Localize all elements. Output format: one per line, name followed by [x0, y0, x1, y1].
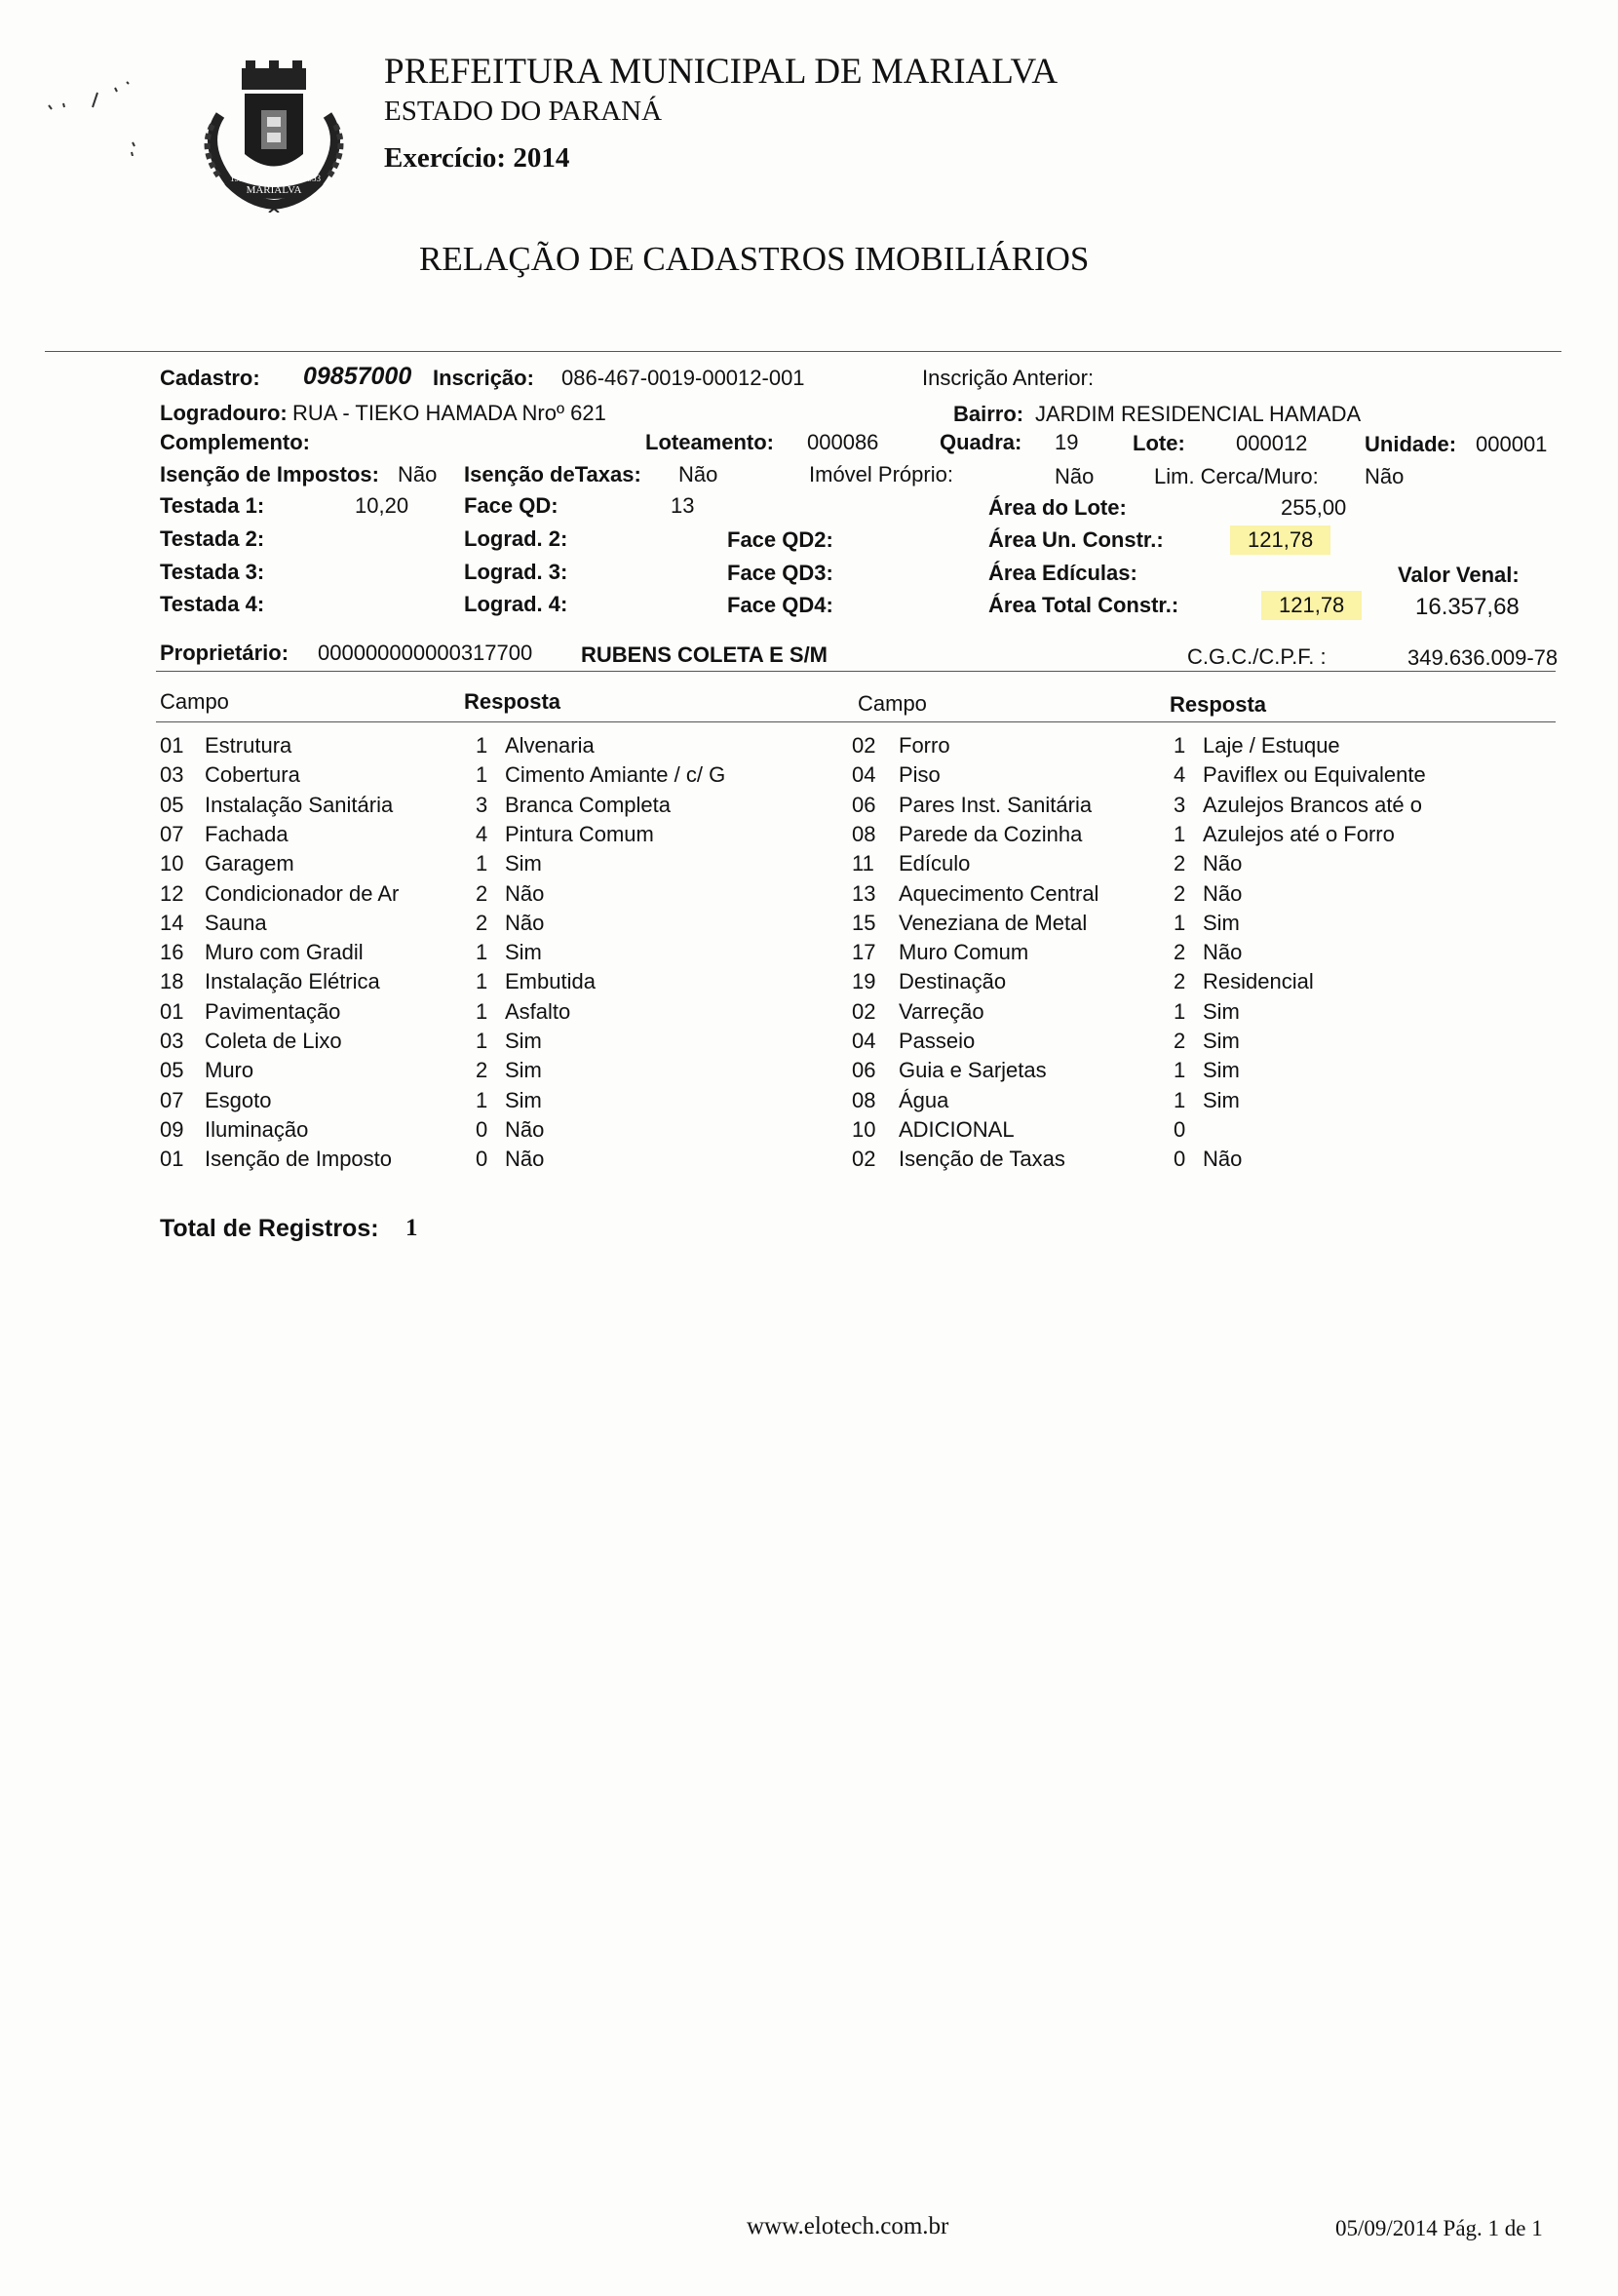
cpf-value: 349.636.009-78: [1407, 645, 1559, 670]
testada1-label: Testada 1:: [160, 493, 265, 518]
resposta-code-2: 1: [1174, 911, 1186, 935]
resposta-text-2: Paviflex ou Equivalente: [1203, 762, 1426, 787]
lograd2-label: Lograd. 2:: [464, 526, 568, 551]
resposta-text-1: Embutida: [505, 969, 596, 993]
inscricao-label: Inscrição:: [433, 366, 534, 390]
campo-code-2: 02: [852, 1147, 876, 1171]
resposta-code-2: 2: [1174, 881, 1186, 906]
campo-name-2: Destinação: [899, 969, 1007, 993]
resposta-code-1: 4: [476, 822, 488, 846]
resposta-text-1: Sim: [505, 1088, 542, 1112]
campo-name-1: Cobertura: [205, 762, 300, 787]
campo-name-1: Coleta de Lixo: [205, 1029, 342, 1053]
municipality-title: PREFEITURA MUNICIPAL DE MARIALVA: [384, 52, 1059, 92]
campo-code-1: 01: [160, 1147, 184, 1171]
resposta-code-1: 1: [476, 940, 488, 964]
loteamento-value: 000086: [807, 430, 879, 454]
resposta-code-1: 0: [476, 1117, 488, 1142]
resposta-text-1: Não: [505, 881, 545, 906]
campo-name-1: Iluminação: [205, 1117, 309, 1142]
resposta-text-1: Sim: [505, 940, 542, 964]
resposta-text-1: Pintura Comum: [505, 822, 654, 846]
header-divider: [45, 351, 1561, 352]
resposta-code-2: 2: [1174, 1029, 1186, 1053]
resposta-code-1: 1: [476, 969, 488, 993]
testada4-label: Testada 4:: [160, 592, 265, 616]
campo-code-2: 11: [852, 851, 874, 876]
campo-name-2: ADICIONAL: [899, 1117, 1015, 1142]
exercise-year: Exercício: 2014: [384, 142, 570, 174]
campo-code-1: 07: [160, 1088, 184, 1112]
lim-cerca-value: Não: [1365, 464, 1405, 488]
table-row: [0, 793, 1618, 822]
campo-code-2: 17: [852, 940, 876, 964]
unidade-label: Unidade:: [1365, 432, 1457, 456]
bairro-value: JARDIM RESIDENCIAL HAMADA: [1035, 402, 1362, 426]
resposta-code-1: 1: [476, 1088, 488, 1112]
cadastro-label: Cadastro:: [160, 366, 260, 390]
resposta-code-2: 1: [1174, 999, 1186, 1024]
campo-name-2: Varreção: [899, 999, 984, 1024]
campo-code-2: 08: [852, 1088, 876, 1112]
campo-name-2: Pares Inst. Sanitária: [899, 793, 1093, 817]
table-row: [0, 762, 1618, 792]
campo-code-1: 10: [160, 851, 184, 876]
campo-name-2: Passeio: [899, 1029, 976, 1053]
table-row: [0, 1147, 1618, 1176]
campo-name-2: Parede da Cozinha: [899, 822, 1083, 846]
campo-name-1: Estrutura: [205, 733, 292, 758]
total-registros-value: 1: [405, 1215, 418, 1241]
campo-name-2: Forro: [899, 733, 950, 758]
stray-pen-marks: [39, 68, 166, 156]
table-header-resposta-2: Resposta: [1170, 692, 1267, 717]
resposta-code-1: 0: [476, 1147, 488, 1171]
isencao-impostos-label: Isenção de Impostos:: [160, 462, 379, 486]
resposta-code-2: 1: [1174, 822, 1186, 846]
campo-name-2: Guia e Sarjetas: [899, 1058, 1047, 1082]
owner-divider: [156, 671, 1556, 672]
table-row: [0, 911, 1618, 940]
resposta-code-2: 0: [1174, 1117, 1186, 1142]
valor-venal-value: 16.357,68: [1415, 594, 1520, 620]
proprietario-label: Proprietário:: [160, 641, 289, 665]
table-row: [0, 822, 1618, 851]
campo-name-1: Esgoto: [205, 1088, 272, 1112]
resposta-text-2: Sim: [1203, 1029, 1240, 1053]
inscricao-anterior-label: Inscrição Anterior:: [922, 366, 1095, 390]
table-row: [0, 940, 1618, 969]
campo-code-2: 04: [852, 1029, 876, 1053]
resposta-text-2: Sim: [1203, 999, 1240, 1024]
table-row: [0, 1117, 1618, 1147]
campo-code-2: 06: [852, 1058, 876, 1082]
campo-name-2: Piso: [899, 762, 941, 787]
face-qd-label: Face QD:: [464, 493, 559, 518]
resposta-code-1: 3: [476, 793, 488, 817]
table-row: [0, 1058, 1618, 1087]
campo-code-1: 01: [160, 999, 184, 1024]
area-total-constr-value: 121,78: [1261, 591, 1362, 620]
testada3-label: Testada 3:: [160, 560, 265, 584]
resposta-code-1: 2: [476, 911, 488, 935]
resposta-text-1: Alvenaria: [505, 733, 595, 758]
resposta-text-1: Cimento Amiante / c/ G: [505, 762, 726, 787]
campo-name-1: Instalação Sanitária: [205, 793, 394, 817]
resposta-text-2: Sim: [1203, 1058, 1240, 1082]
resposta-code-1: 2: [476, 1058, 488, 1082]
resposta-code-2: 3: [1174, 793, 1186, 817]
resposta-code-1: 1: [476, 1029, 488, 1053]
campo-code-2: 06: [852, 793, 876, 817]
resposta-text-2: Laje / Estuque: [1203, 733, 1340, 758]
table-row: [0, 733, 1618, 762]
table-header-campo-2: Campo: [858, 691, 927, 716]
campo-code-2: 19: [852, 969, 876, 993]
face-qd2-label: Face QD2:: [727, 527, 833, 552]
face-qd4-label: Face QD4:: [727, 593, 833, 617]
resposta-code-2: 2: [1174, 940, 1186, 964]
resposta-code-2: 1: [1174, 1088, 1186, 1112]
resposta-text-1: Não: [505, 911, 545, 935]
resposta-text-2: Não: [1203, 1147, 1243, 1171]
footer-website: www.elotech.com.br: [747, 2213, 949, 2239]
resposta-text-2: Azulejos Brancos até o: [1203, 793, 1423, 817]
resposta-code-1: 1: [476, 851, 488, 876]
campo-name-1: Fachada: [205, 822, 289, 846]
lim-cerca-label: Lim. Cerca/Muro:: [1154, 464, 1319, 488]
campo-name-1: Muro: [205, 1058, 254, 1082]
campo-name-1: Instalação Elétrica: [205, 969, 380, 993]
loteamento-label: Loteamento:: [645, 430, 774, 454]
valor-venal-label: Valor Venal:: [1398, 563, 1520, 587]
campo-code-1: 14: [160, 911, 184, 935]
state-subtitle: ESTADO DO PARANÁ: [384, 96, 663, 127]
campo-name-2: Aquecimento Central: [899, 881, 1099, 906]
inscricao-value: 086-467-0019-00012-001: [561, 366, 805, 390]
testada2-label: Testada 2:: [160, 526, 265, 551]
table-header-campo-1: Campo: [160, 689, 229, 714]
area-un-constr-label: Área Un. Constr.:: [988, 527, 1164, 552]
resposta-text-1: Não: [505, 1117, 545, 1142]
campo-code-2: 04: [852, 762, 876, 787]
campo-name-1: Isenção de Imposto: [205, 1147, 393, 1171]
resposta-text-2: Sim: [1203, 911, 1240, 935]
campo-code-2: 02: [852, 999, 876, 1024]
campo-code-1: 03: [160, 1029, 184, 1053]
area-ediculas-label: Área Edículas:: [988, 561, 1137, 585]
lote-label: Lote:: [1133, 431, 1185, 455]
campo-code-2: 02: [852, 733, 876, 758]
resposta-code-2: 2: [1174, 851, 1186, 876]
municipal-crest-logo: [191, 57, 357, 213]
isencao-impostos-value: Não: [398, 462, 438, 486]
resposta-text-2: Não: [1203, 881, 1243, 906]
isencao-taxas-label: Isenção deTaxas:: [464, 462, 641, 486]
table-header-resposta-1: Resposta: [464, 689, 561, 714]
campo-name-2: Edículo: [899, 851, 971, 876]
campo-code-1: 18: [160, 969, 184, 993]
crest-year-left: 1951: [230, 174, 248, 183]
table-row: [0, 1088, 1618, 1117]
resposta-code-1: 1: [476, 733, 488, 758]
proprietario-code: 000000000000317700: [318, 641, 533, 665]
face-qd-value: 13: [671, 493, 695, 518]
testada1-value: 10,20: [355, 493, 409, 518]
resposta-text-2: Sim: [1203, 1088, 1240, 1112]
campo-code-1: 16: [160, 940, 184, 964]
crest-text: MARIALVA: [246, 184, 302, 196]
resposta-text-1: Sim: [505, 1029, 542, 1053]
resposta-text-1: Sim: [505, 851, 542, 876]
campo-name-2: Água: [899, 1088, 949, 1112]
imovel-proprio-label: Imóvel Próprio:: [809, 462, 953, 486]
resposta-text-2: Azulejos até o Forro: [1203, 822, 1395, 846]
campo-name-2: Muro Comum: [899, 940, 1029, 964]
resposta-text-1: Não: [505, 1147, 545, 1171]
campo-name-1: Sauna: [205, 911, 267, 935]
resposta-code-2: 4: [1174, 762, 1186, 787]
resposta-code-1: 1: [476, 999, 488, 1024]
table-header-divider: [156, 721, 1556, 722]
resposta-text-1: Asfalto: [505, 999, 571, 1024]
resposta-code-2: 1: [1174, 733, 1186, 758]
campo-code-1: 05: [160, 793, 184, 817]
resposta-code-2: 1: [1174, 1058, 1186, 1082]
area-lote-value: 255,00: [1281, 495, 1347, 520]
quadra-value: 19: [1055, 430, 1079, 454]
table-row: [0, 881, 1618, 911]
resposta-text-2: Residencial: [1203, 969, 1314, 993]
complemento-label: Complemento:: [160, 430, 310, 454]
campo-code-1: 12: [160, 881, 184, 906]
quadra-label: Quadra:: [940, 430, 1022, 454]
report-title: RELAÇÃO DE CADASTROS IMOBILIÁRIOS: [419, 240, 1090, 278]
lograd3-label: Lograd. 3:: [464, 560, 568, 584]
area-un-constr-value: 121,78: [1230, 525, 1330, 555]
crest-year-right: 1953: [303, 174, 321, 183]
lote-value: 000012: [1236, 431, 1308, 455]
isencao-taxas-value: Não: [678, 462, 718, 486]
campo-code-2: 10: [852, 1117, 876, 1142]
bairro-label: Bairro:: [953, 402, 1024, 426]
resposta-text-2: Não: [1203, 851, 1243, 876]
logradouro-label: Logradouro:: [160, 401, 288, 425]
campo-name-2: Isenção de Taxas: [899, 1147, 1065, 1171]
logradouro-value: RUA - TIEKO HAMADA Nroº 621: [292, 401, 606, 425]
unidade-value: 000001: [1476, 432, 1548, 456]
cadastro-value: 09857000: [303, 363, 412, 390]
footer-date-page: 05/09/2014 Pág. 1 de 1: [1335, 2216, 1543, 2240]
table-row: [0, 999, 1618, 1029]
campo-code-1: 01: [160, 733, 184, 758]
area-total-constr-label: Área Total Constr.:: [988, 593, 1179, 617]
campo-name-2: Veneziana de Metal: [899, 911, 1088, 935]
resposta-text-1: Sim: [505, 1058, 542, 1082]
resposta-code-1: 2: [476, 881, 488, 906]
campo-code-1: 07: [160, 822, 184, 846]
campo-code-2: 08: [852, 822, 876, 846]
campo-code-1: 09: [160, 1117, 184, 1142]
campo-name-1: Muro com Gradil: [205, 940, 364, 964]
resposta-text-2: Não: [1203, 940, 1243, 964]
table-row: [0, 1029, 1618, 1058]
campo-name-1: Pavimentação: [205, 999, 341, 1024]
area-lote-label: Área do Lote:: [988, 495, 1127, 520]
total-registros-label: Total de Registros:: [160, 1215, 379, 1242]
campo-name-1: Condicionador de Ar: [205, 881, 400, 906]
cpf-label: C.G.C./C.P.F. :: [1187, 644, 1327, 669]
resposta-code-2: 2: [1174, 969, 1186, 993]
campo-code-2: 15: [852, 911, 876, 935]
table-row: [0, 851, 1618, 880]
table-row: [0, 969, 1618, 998]
proprietario-name: RUBENS COLETA E S/M: [581, 642, 828, 667]
campo-code-2: 13: [852, 881, 876, 906]
face-qd3-label: Face QD3:: [727, 561, 833, 585]
campo-code-1: 05: [160, 1058, 184, 1082]
resposta-code-2: 0: [1174, 1147, 1186, 1171]
resposta-text-1: Branca Completa: [505, 793, 671, 817]
lograd4-label: Lograd. 4:: [464, 592, 568, 616]
campo-code-1: 03: [160, 762, 184, 787]
resposta-code-1: 1: [476, 762, 488, 787]
campo-name-1: Garagem: [205, 851, 294, 876]
imovel-proprio-value: Não: [1055, 464, 1095, 488]
